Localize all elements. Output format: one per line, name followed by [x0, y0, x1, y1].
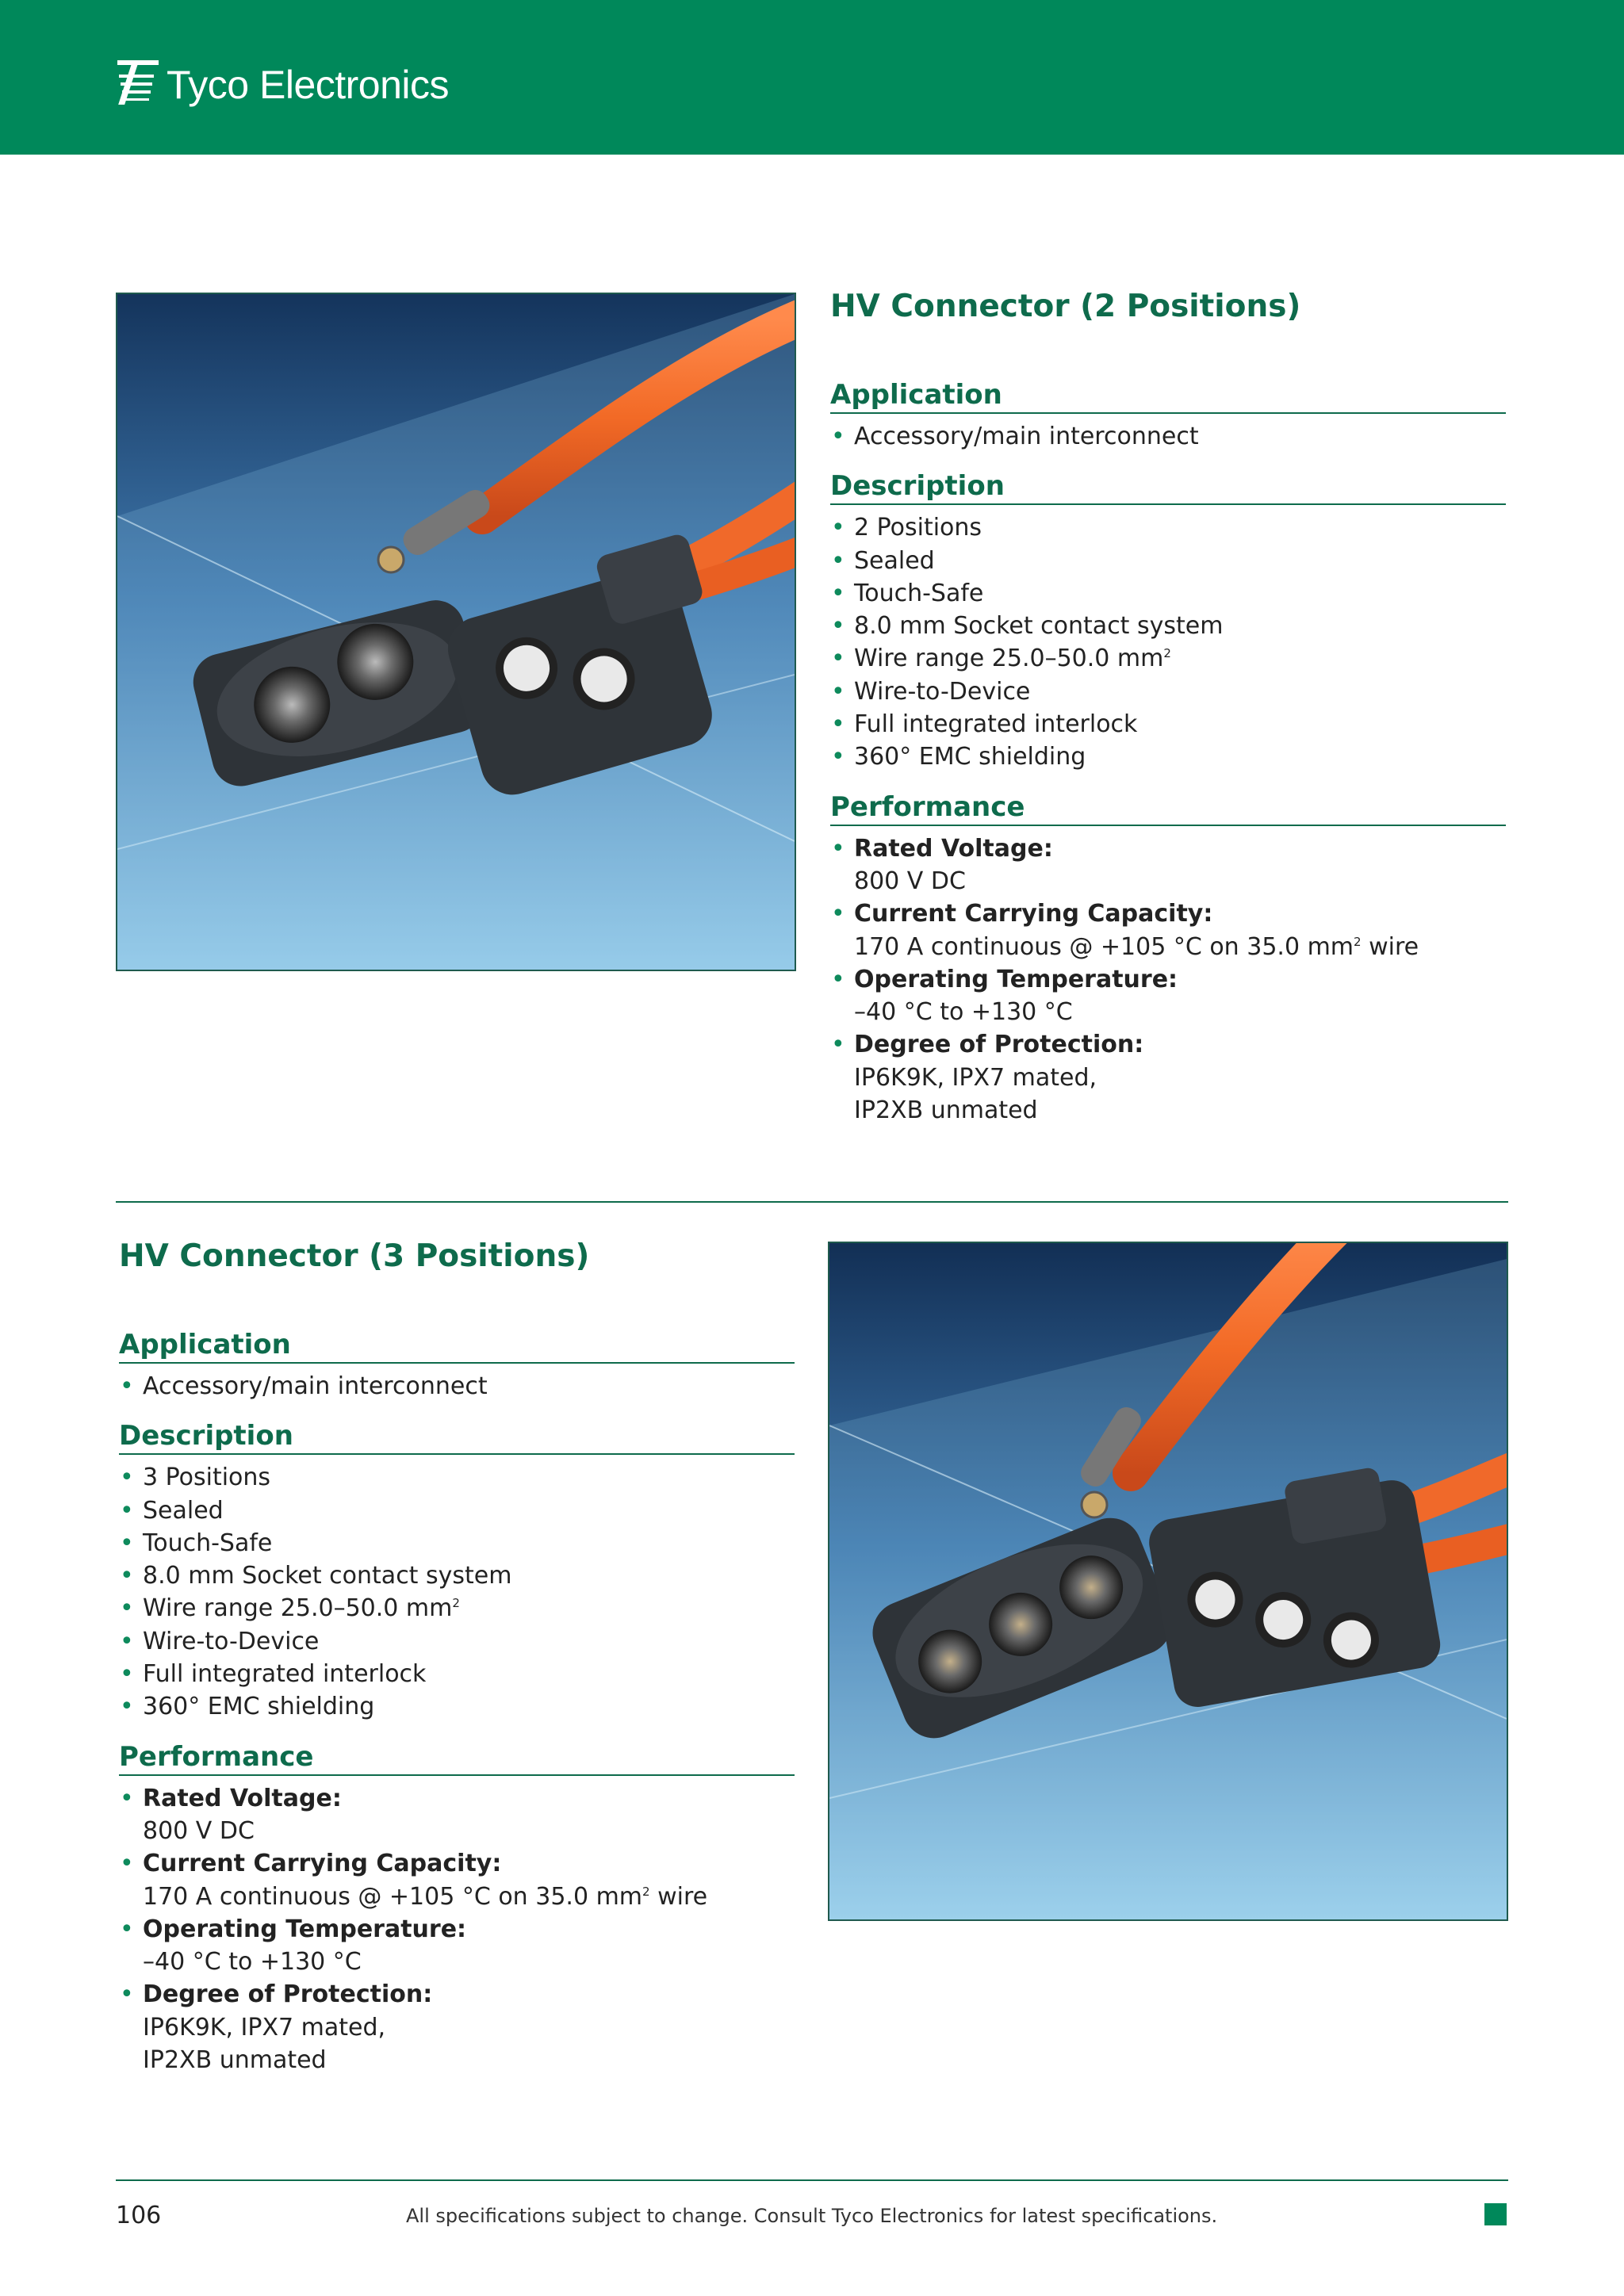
spec-item [830, 1028, 1506, 1127]
spec-value: 800 V DC [854, 867, 966, 895]
list-item: • Sealed [830, 545, 1506, 577]
section-heading: Performance [830, 790, 1506, 826]
list-item [119, 1592, 795, 1624]
list-item-text: Wire range 25.0–50.0 mm [143, 1594, 453, 1623]
spec-item [830, 963, 1506, 1029]
footer-note: All specifications subject to change. Consult Tyco Electronics for latest specifications. [406, 2205, 1218, 2227]
spec-item [119, 1782, 795, 1848]
list-item: • 360° EMC shielding [830, 740, 1506, 773]
list-item-text: Wire range 25.0–50.0 mm [854, 645, 1164, 673]
list-item: • Wire-to-Device [830, 675, 1506, 708]
section-heading: Description [119, 1418, 795, 1455]
footer-divider [116, 2179, 1508, 2181]
brand-logo[interactable] [116, 59, 449, 108]
product-image-3-positions [828, 1242, 1508, 1921]
page-number: 106 [116, 2202, 162, 2229]
spec-value: IP6K9K, IPX7 mated, [854, 1063, 1097, 1092]
product-title: HV Connector (2 Positions) [830, 289, 1301, 324]
superscript: 2 [642, 1884, 650, 1899]
application-section [830, 377, 1506, 453]
list-item: • 8.0 mm Socket contact system [119, 1559, 795, 1592]
spec-value: IP2XB unmated [854, 1096, 1038, 1125]
performance-section [830, 790, 1506, 1127]
spec-value-tail: wire [1361, 932, 1419, 961]
spec-value: 170 A continuous @ +105 °C on 35.0 mm [854, 932, 1354, 961]
section-heading: Description [830, 469, 1506, 505]
list-item: • Accessory/main interconnect [119, 1370, 795, 1402]
list-item: • 360° EMC shielding [119, 1690, 795, 1723]
list-item: • Sealed [119, 1494, 795, 1527]
brand-name: Tyco Electronics [167, 63, 450, 107]
section-heading: Application [119, 1327, 795, 1364]
spec-label: • Current Carrying Capacity: [143, 1850, 502, 1878]
spec-value: IP6K9K, IPX7 mated, [143, 2013, 386, 2042]
spec-label: • Rated Voltage: [854, 834, 1053, 863]
superscript: 2 [1354, 934, 1362, 949]
list-item: • Touch-Safe [119, 1527, 795, 1559]
list-item: • Accessory/main interconnect [830, 420, 1506, 453]
description-section [830, 469, 1506, 773]
spec-label: • Operating Temperature: [854, 965, 1178, 993]
section-heading: Application [830, 377, 1506, 414]
spec-value: –40 °C to +130 °C [143, 1948, 362, 1976]
spec-label: • Operating Temperature: [143, 1915, 467, 1943]
spec-value-line [854, 931, 1506, 963]
spec-label: • Current Carrying Capacity: [854, 900, 1213, 928]
spec-item [119, 1913, 795, 1979]
superscript: 2 [1163, 646, 1171, 661]
description-section [119, 1418, 795, 1723]
spec-item [830, 897, 1506, 963]
application-section [119, 1327, 795, 1402]
spec-value: 800 V DC [143, 1816, 255, 1845]
spec-item [119, 1978, 795, 2076]
spec-value-tail: wire [649, 1882, 708, 1911]
list-item: • Full integrated interlock [119, 1658, 795, 1690]
product-image-2-positions [116, 293, 796, 971]
footer-square-icon [1484, 2203, 1507, 2225]
product-block-2-positions [830, 285, 1506, 1127]
list-item: • 3 Positions [119, 1461, 795, 1494]
product-block-3-positions [119, 1235, 795, 2076]
spec-value: IP2XB unmated [143, 2046, 327, 2075]
list-item: • Touch-Safe [830, 577, 1506, 610]
header-bar [0, 0, 1624, 155]
performance-section [119, 1739, 795, 2077]
list-item: • 2 Positions [830, 511, 1506, 544]
section-heading: Performance [119, 1739, 795, 1776]
list-item: • Full integrated interlock [830, 708, 1506, 740]
spec-value: –40 °C to +130 °C [854, 998, 1073, 1027]
spec-value-line [143, 1881, 795, 1913]
list-item: • 8.0 mm Socket contact system [830, 610, 1506, 642]
superscript: 2 [452, 1596, 460, 1611]
spec-label: • Degree of Protection: [854, 1031, 1144, 1059]
tyco-logo-icon [116, 59, 160, 108]
spec-label: • Rated Voltage: [143, 1784, 342, 1812]
spec-value: 170 A continuous @ +105 °C on 35.0 mm [143, 1882, 643, 1911]
spec-item [830, 832, 1506, 898]
list-item [830, 642, 1506, 675]
list-item: • Wire-to-Device [119, 1625, 795, 1658]
spec-label: • Degree of Protection: [143, 1980, 433, 2009]
section-divider [116, 1201, 1508, 1203]
product-title: HV Connector (3 Positions) [119, 1238, 590, 1274]
spec-item [119, 1847, 795, 1913]
